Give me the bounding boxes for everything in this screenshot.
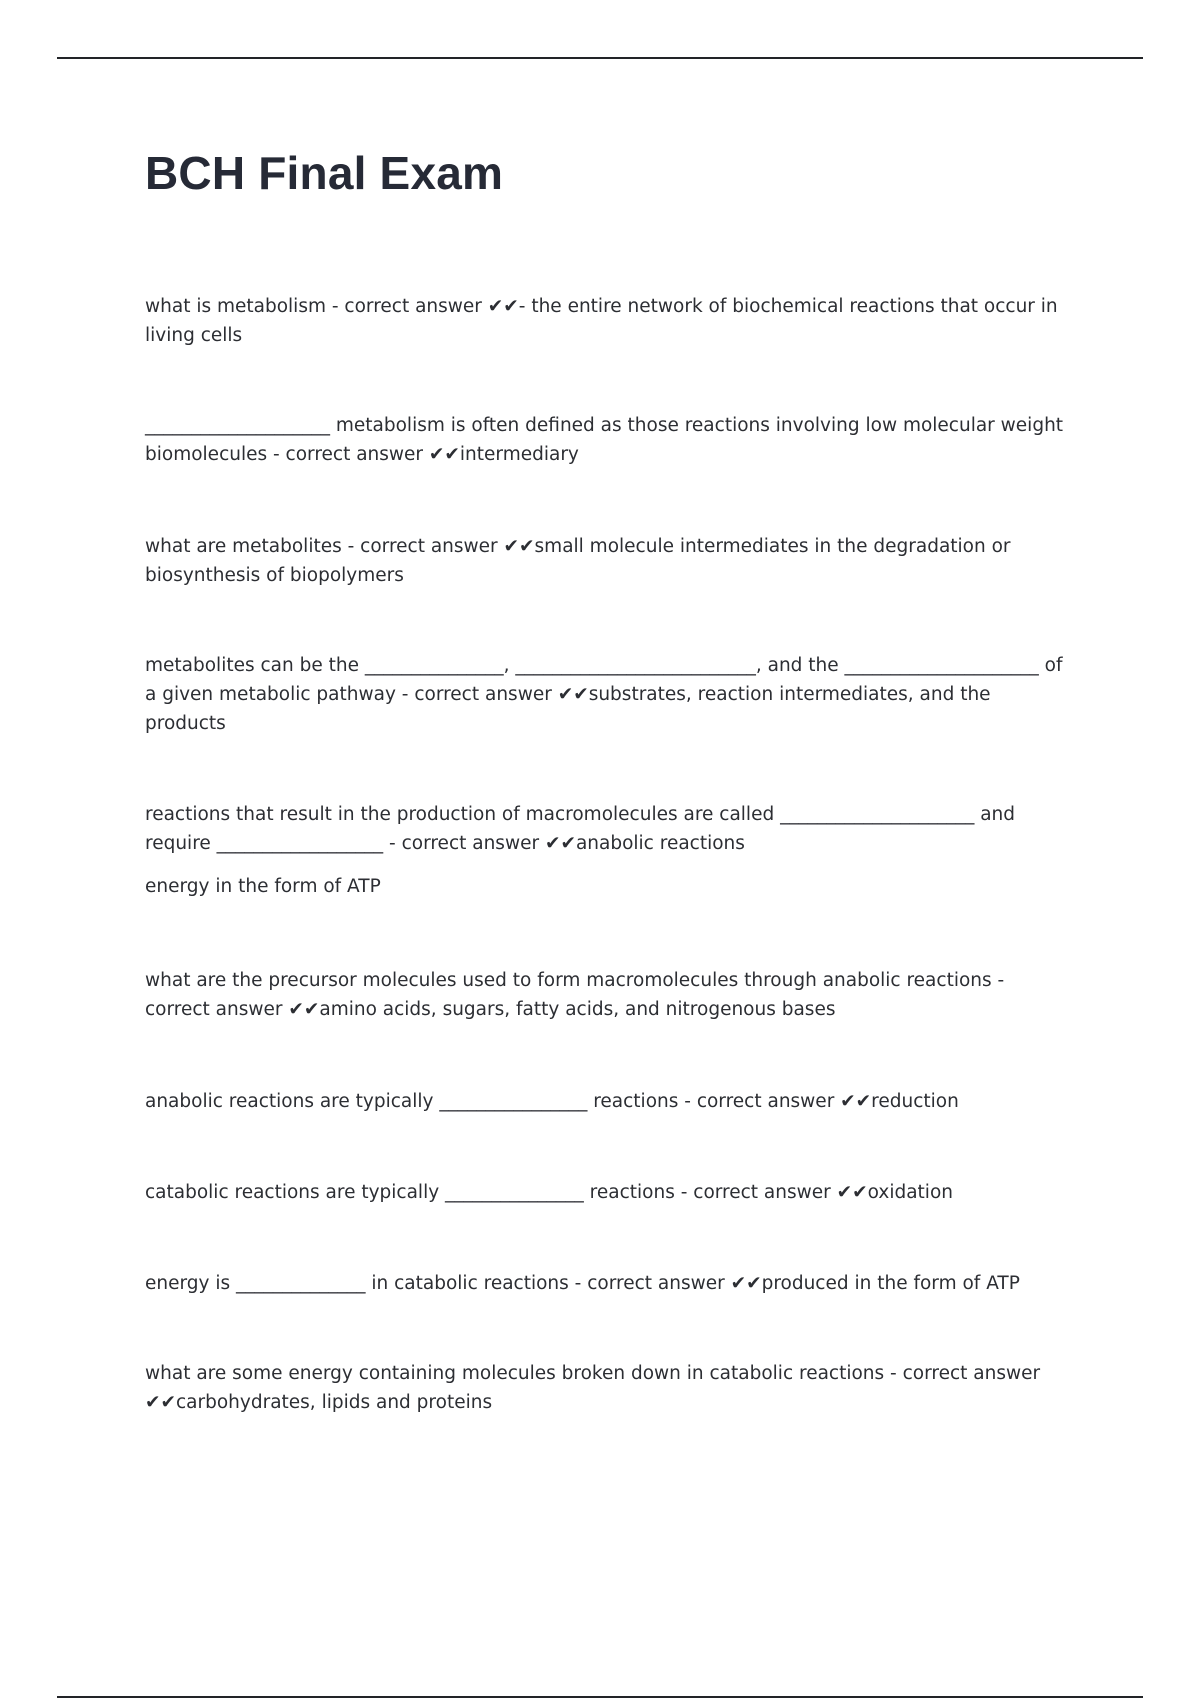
qa-item: [145, 800, 1065, 901]
qa-item: metabolites can be the _______________, __________________________, and the _____________________ of a given metabolic pathway - correct answer ✔✔substrates, reaction intermediates, and the products: [145, 655, 1063, 734]
qa-item: energy is ______________ in catabolic reactions - correct answer ✔✔produced in the form of ATP: [145, 1273, 1020, 1294]
qa-item: what is metabolism - correct answer ✔✔- the entire network of biochemical reactions that occur in living cells: [145, 296, 1058, 346]
page-title: BCH Final Exam: [145, 147, 504, 199]
qa-item-text: reactions that result in the production of macromolecules are called _____________________ and require __________________ - correct answer ✔✔anabolic reactions: [145, 804, 1016, 854]
qa-item: ____________________ metabolism is often defined as those reactions involving low molecular weight biomolecules - correct answer ✔✔intermediary: [145, 415, 1064, 465]
qa-item: what are the precursor molecules used to form macromolecules through anabolic reactions - correct answer ✔✔amino acids, sugars, fatty acids, and nitrogenous bases: [145, 970, 1005, 1020]
qa-item: what are metabolites - correct answer ✔✔small molecule intermediates in the degradation or biosynthesis of biopolymers: [145, 536, 1011, 586]
top-divider: [57, 57, 1143, 59]
qa-item: what are some energy containing molecules broken down in catabolic reactions - correct answer ✔✔carbohydrates, lipids and proteins: [145, 1363, 1041, 1413]
qa-item: catabolic reactions are typically _______________ reactions - correct answer ✔✔oxidation: [145, 1182, 953, 1203]
bottom-divider: [57, 1696, 1143, 1698]
qa-item-extra: energy in the form of ATP: [145, 876, 381, 897]
qa-item: anabolic reactions are typically ________________ reactions - correct answer ✔✔reduction: [145, 1091, 959, 1112]
